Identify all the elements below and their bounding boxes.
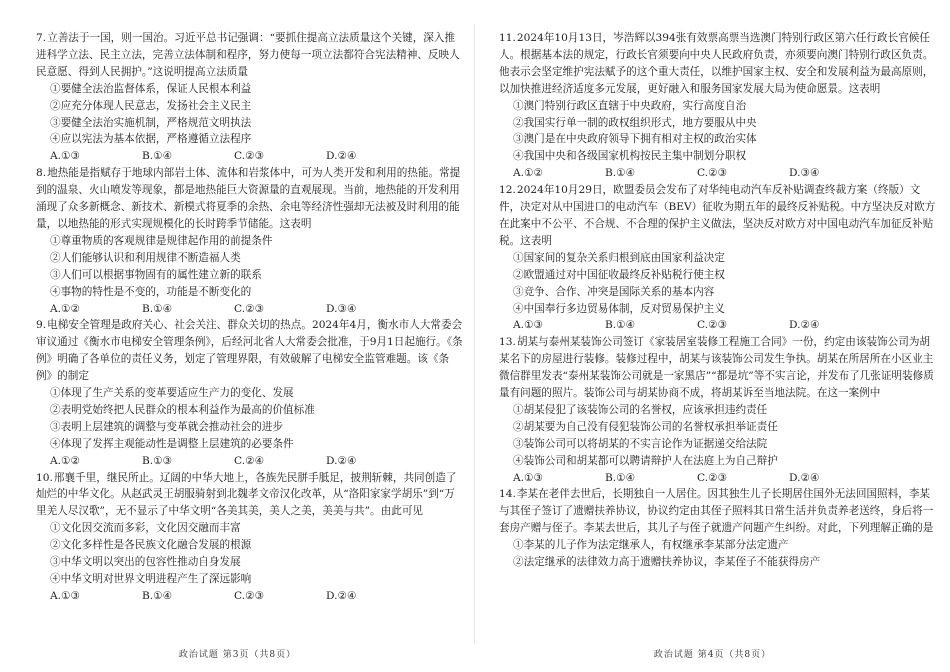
answer-choice: D.②④	[326, 150, 357, 163]
question-text: 地热能是指赋存于地球内部岩土体、流体和岩浆体中，可为人类开发和利用的热能。常提到的温泉、火山喷发等现象，都是地热能巨大资源量的直观展现。当前，地热能的开发利用涌现了众多新概念、新技术、新模式将夏季的余热、余电等经济性强却无法被及时利用的能量，以地热能的形式实现规模化的长时跨季节储能。这表明	[36, 167, 461, 230]
answer-choice: C.②③	[234, 150, 265, 163]
statement-option: ①文化因交流而多彩，文化因交融而丰富	[50, 522, 241, 535]
statement-option: ④我国中央和各级国家机构按民主集中制划分职权	[513, 150, 747, 163]
answer-choice: B.①④	[605, 471, 636, 484]
answer-choice: A.①②	[50, 454, 81, 467]
answer-choice: D.③④	[789, 167, 820, 180]
statement-option: ③中华文明以突出的包容性推动自身发展	[50, 556, 241, 569]
question-number: 8.	[36, 167, 47, 180]
right-column	[499, 30, 936, 571]
answer-choice: C.②③	[234, 589, 265, 602]
question-text: 电梯安全管理是政府关心、社会关注、群众关切的热点。2024年4月，衡水市人大常委会审议通过《衡水市电梯安全管理条例》，后经河北省人大常委会批准，于9月1日起施行。《条例》明确了各单位的责任义务，划定了管理界限，有效破解了电梯安全监管难题。该《条例》的制定	[36, 319, 463, 383]
statement-option: ①国家间的复杂关系归根到底由国家利益决定	[513, 251, 725, 264]
page-footer-right: 政治试题 第4页（共8页）	[653, 650, 772, 660]
answer-choices	[499, 470, 936, 487]
question-stem	[499, 334, 936, 402]
answer-choice: A.①③	[50, 150, 81, 163]
question-number: 13.	[499, 336, 516, 349]
answer-choice: A.①③	[513, 319, 544, 332]
statement-option: ④体现了发挥主观能动性是调整上层建筑的必要条件	[50, 437, 294, 450]
answer-choice: D.③④	[326, 302, 357, 315]
statement-option: ②法定继承的法律效力高于遗赠扶养协议，李某侄子不能获得房产	[513, 556, 821, 569]
question-9	[36, 317, 465, 469]
answer-choice: C.②④	[234, 454, 265, 467]
answer-choice: B.①③	[142, 454, 173, 467]
question-number: 7.	[36, 32, 47, 44]
statement-option: ④事物的特性是不变的，功能是不断变化的	[50, 285, 252, 298]
answer-choice: D.②④	[326, 589, 357, 602]
answer-choices	[36, 148, 465, 165]
question-text: 2024年10月29日，欧盟委员会发布了对华纯电动汽车反补贴调查终裁方案（终版）文件，决定对从中国进口的电动汽车（BEV）征收为期五年的最终反补贴税。中方坚决反对欧方在此案中不公平、不合规、不合理的保护主义做法，坚决反对欧方对中国电动汽车加征反补贴税。这表明	[499, 184, 936, 247]
question-text: 2024年10月13日，岑浩辉以394张有效票高票当选澳门特别行政区第六任行政长官候任人。根据基本法的规定，行政长官须要向中央人民政府负责，亦须要向澳门特别行政区负责。他表示会坚定维护宪法赋予的这个重大责任，以维护国家主权、安全和发展利益为最高原则，以加快推进经济适度多元发展，更好融入和服务国家发展大局为使命愿景。这表明	[499, 32, 934, 95]
question-stem	[36, 30, 465, 81]
statement-option: ③表明上层建筑的调整与变革就会推动社会的进步	[50, 420, 284, 433]
statement-option: ②文化多样性是各民族文化融合发展的根源	[50, 539, 252, 552]
answer-choices	[36, 588, 465, 605]
question-text: 胡某与泰州某装饰公司签订《家装居室装修工程施工合同》一份，约定由该装饰公司为胡某名下的房屋进行装修。装修过程中，胡某与该装饰公司发生争执。胡某在所居所在小区业主微信群里发表“泰州某装饰公司就是一家黑店”“都是坑”等不实言论，并发布了几张证明装修质量有问题的照片。装饰公司与胡某协商不成，将胡某诉至当地法院。在这一案例中	[499, 336, 934, 400]
question-stem	[36, 165, 465, 233]
statement-option: ①胡某侵犯了该装饰公司的名誉权，应该承担违约责任	[513, 403, 768, 416]
page-footer-left: 政治试题 第3页（共8页）	[178, 650, 297, 660]
question-8	[36, 165, 465, 317]
statement-option: ②胡某要为自己没有侵犯装饰公司的名誉权承担举证责任	[513, 420, 778, 433]
question-stem	[36, 317, 465, 385]
answer-choice: D.②④	[789, 319, 820, 332]
answer-choice: A.①③	[513, 471, 544, 484]
left-column	[36, 30, 465, 605]
statement-option: ③要健全法治实施机制，严格规范文明执法	[50, 116, 252, 129]
answer-choice: C.②③	[234, 302, 265, 315]
answer-choice: A.①②	[50, 302, 81, 315]
statement-option: ②欧盟通过对中国征收最终反补贴税行使主权	[513, 268, 725, 281]
answer-choice: D.②④	[326, 454, 357, 467]
statement-option: ②表明党始终把人民群众的根本利益作为最高的价值标准	[50, 403, 315, 416]
answer-choice: A.①③	[50, 589, 81, 602]
answer-choice: B.①④	[142, 589, 173, 602]
answer-choice: B.①④	[605, 167, 636, 180]
question-number: 12.	[499, 184, 516, 197]
question-11	[499, 30, 936, 182]
statement-option: ④中华文明对世界文明进程产生了深远影响	[50, 573, 252, 585]
question-13	[499, 334, 936, 486]
question-stem	[499, 30, 936, 98]
answer-choices	[36, 301, 465, 318]
question-12	[499, 182, 936, 334]
statement-option: ①澳门特别行政区直辖于中央政府，实行高度自治	[513, 99, 747, 112]
question-stem	[499, 182, 936, 250]
answer-choice: A.①②	[513, 167, 544, 180]
question-text: 立善法于一国，则一国治。习近平总书记强调：“要抓住提高立法质量这个关键，深入推进科学立法、民主立法，完善立法体制和程序，努力使每一项立法都符合宪法精神、反映人民意愿、得到人民拥护。”这说明提高立法质量	[36, 32, 460, 78]
statement-option: ③澳门是在中央政府领导下拥有相对主权的政治实体	[513, 133, 757, 146]
statement-option: ②我国实行单一制的政权组织形式，地方要服从中央	[513, 116, 757, 129]
statement-option: ②人们能够认识和利用规律不断造福人类	[50, 251, 241, 264]
answer-choice: D.②④	[789, 471, 820, 484]
question-14	[499, 486, 936, 571]
page-right	[475, 0, 950, 672]
statement-option: ③人们可以根据事物固有的属性建立新的联系	[50, 268, 262, 281]
statement-option: ②应充分体现人民意志，发扬社会主义民主	[50, 99, 252, 112]
answer-choice: B.①④	[605, 319, 636, 332]
question-stem	[36, 470, 465, 521]
question-text: 李某在老伴去世后，长期独自一人居住。因其独生儿子长期居住国外无法回国照料，李某与其侄子签订了遗赠扶养协议，协议约定由其侄子照料其日常生活并负责养老送终，身后将一套房产赠与侄子。李某去世后，其儿子与侄子就遗产问题产生纠纷。对此，下列理解正确的是	[499, 488, 934, 535]
answer-choices	[499, 165, 936, 182]
answer-choice: B.①④	[142, 150, 173, 163]
statement-option: ①体现了生产关系的变革要适应生产力的变化、发展	[50, 387, 294, 400]
statement-option: ④中国奉行多边贸易体制，反对贸易保护主义	[513, 302, 725, 315]
question-stem	[499, 486, 936, 537]
question-number: 10.	[36, 471, 53, 484]
answer-choice: C.②③	[697, 319, 728, 332]
statement-option: ③竞争、合作、冲突是国际关系的基本内容	[513, 285, 715, 298]
answer-choice: C.②③	[697, 471, 728, 484]
question-7	[36, 30, 465, 165]
statement-option: ①李某的儿子作为法定继承人，有权继承李某部分法定遗产	[513, 539, 789, 552]
question-number: 11.	[499, 32, 516, 44]
answer-choice: C.②③	[697, 167, 728, 180]
answer-choices	[499, 317, 936, 334]
answer-choice: B.①④	[142, 302, 173, 315]
statement-option: ①尊重物质的客观规律是规律起作用的前提条件	[50, 234, 273, 247]
question-10	[36, 470, 465, 605]
statement-option: ④应以宪法为基本依据，严格遵循立法程序	[50, 133, 252, 146]
statement-option: ④装饰公司和胡某都可以聘请辩护人在法庭上为自己辩护	[513, 454, 778, 467]
question-number: 14.	[499, 488, 516, 501]
statement-option: ①要健全法治监督体系，保证人民根本利益	[50, 82, 252, 95]
statement-option: ③装饰公司可以将胡某的不实言论作为证据递交给法院	[513, 437, 768, 450]
answer-choices	[36, 453, 465, 470]
question-number: 9.	[36, 319, 47, 332]
question-text: 邢襄千里，继民所止。辽阔的中华大地上，各族先民胼手胝足，披荆斩棘，共同创造了灿烂的中华文化。从赵武灵王胡服骑射到北魏孝文帝汉化改革，从“洛阳家家学胡乐”到“万里羌人尽汉歌”，无不显示了中华文明“各美其美，美人之美，美美与共”。由此可见	[36, 471, 457, 518]
